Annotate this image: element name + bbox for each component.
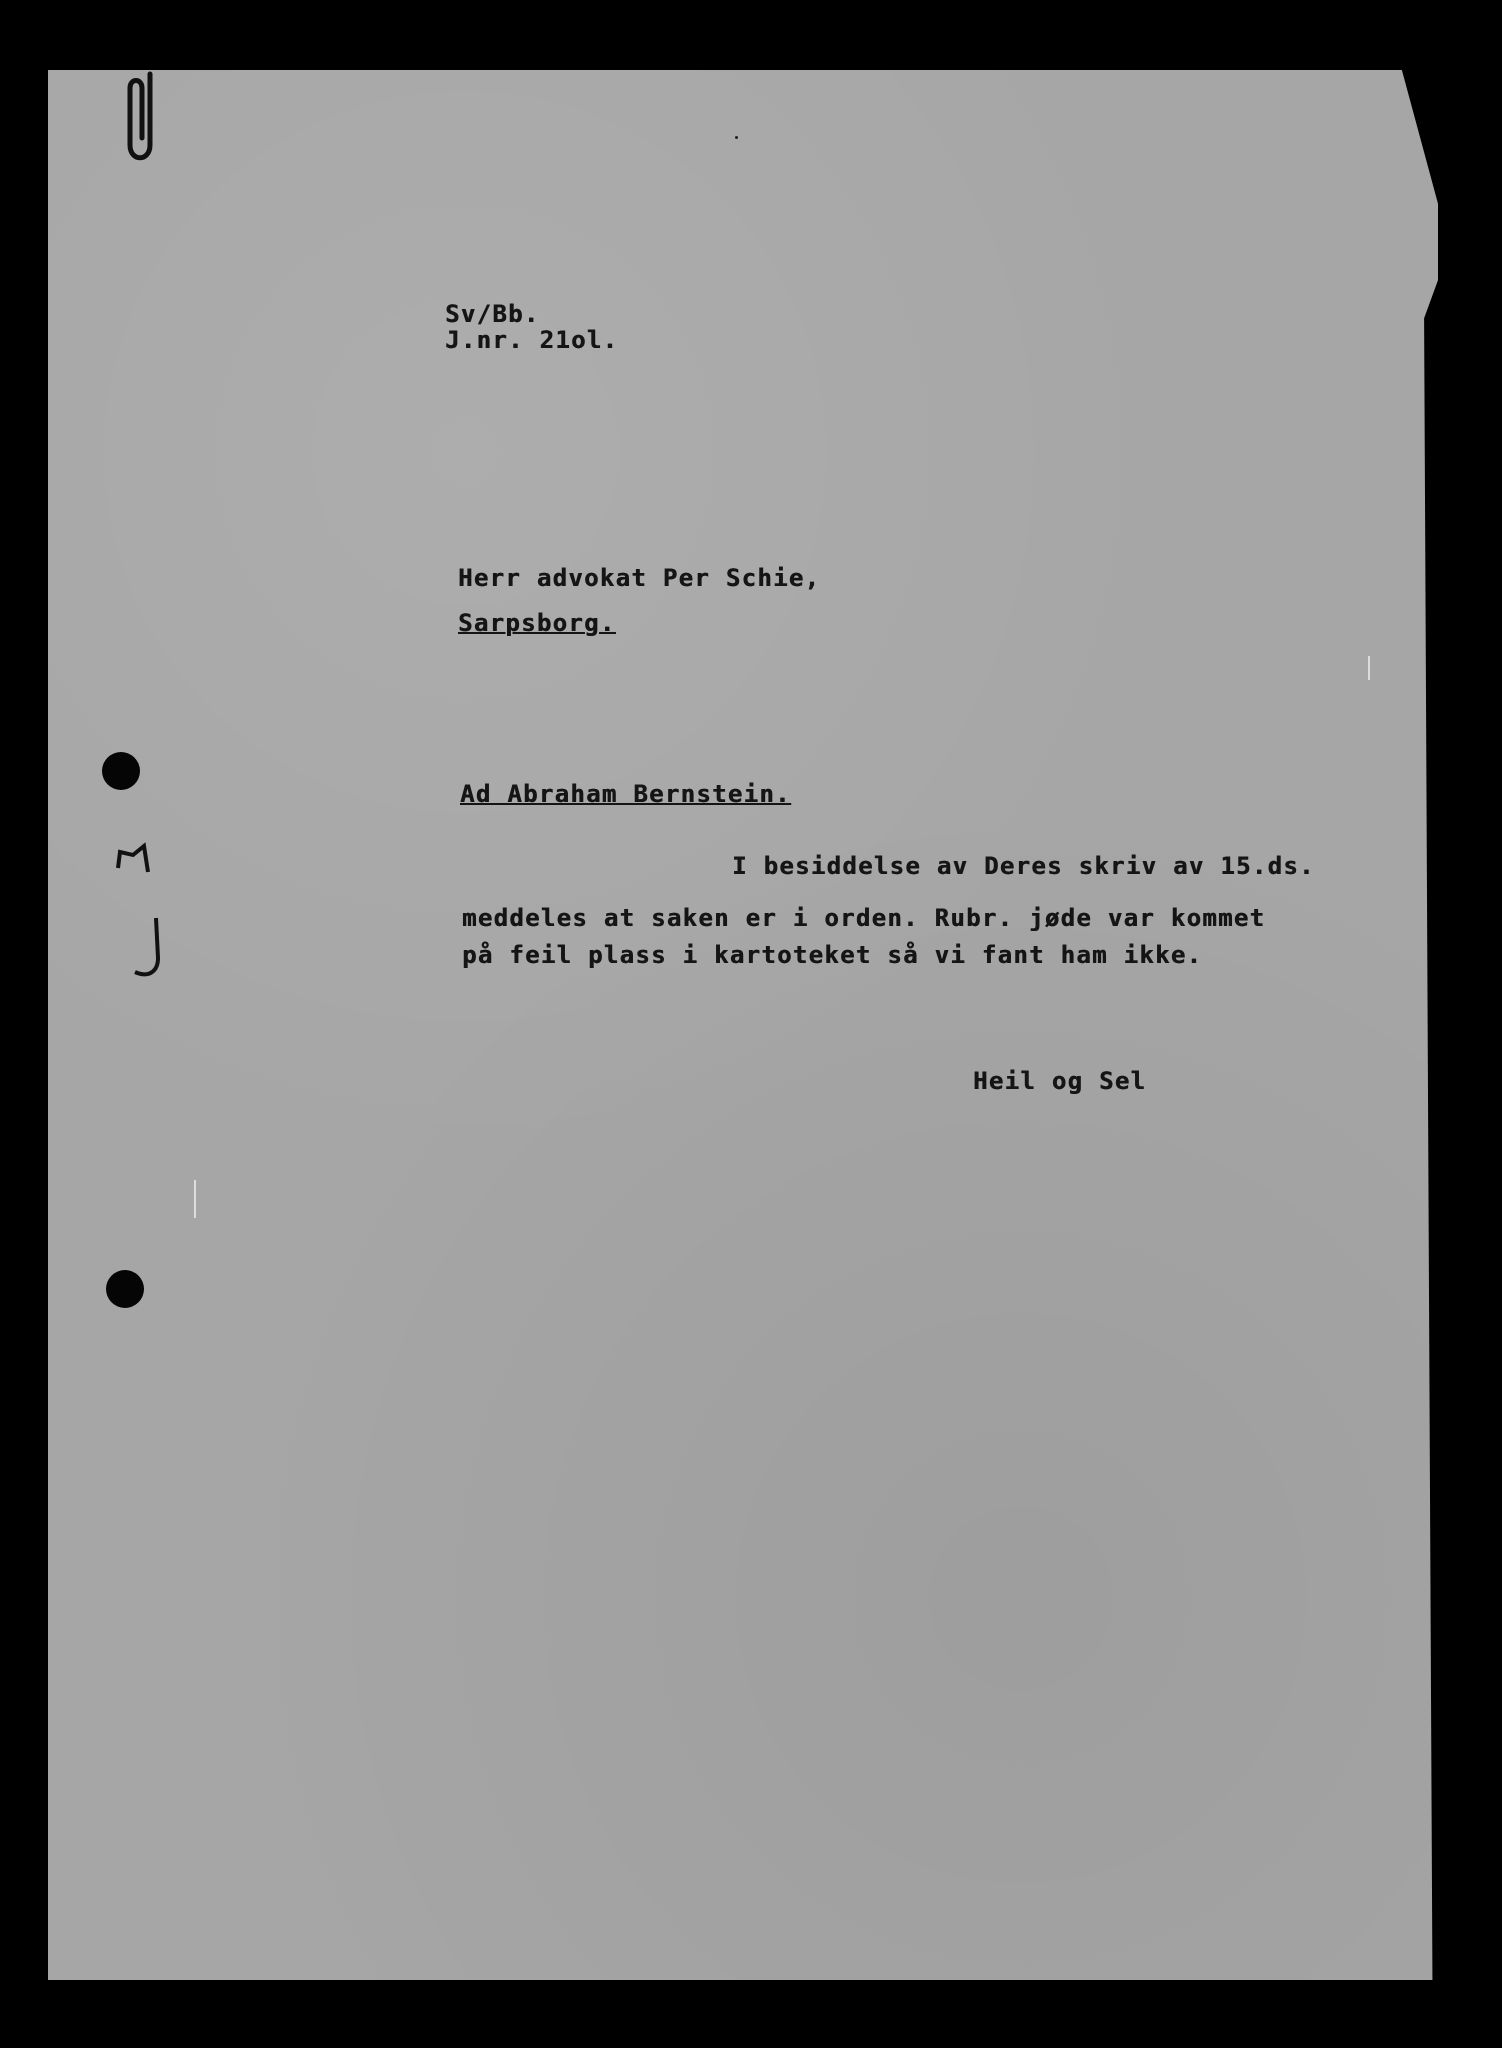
journal-number: J.nr. 21ol. (445, 326, 619, 354)
recipient-name: Herr advokat Per Schie, (458, 564, 821, 592)
paperclip-icon (122, 70, 164, 170)
punch-hole-top (102, 752, 140, 790)
body-line-1: I besiddelse av Deres skriv av 15.ds. (732, 852, 1315, 880)
body-line-3: på feil plass i kartoteket så vi fant ham ikke. (462, 941, 1203, 969)
body-line-2: meddeles at saken er i orden. Rubr. jøde var kommet (462, 904, 1266, 932)
letter-closing: Heil og Sel (973, 1067, 1147, 1095)
reference-initials: Sv/Bb. (445, 300, 540, 328)
recipient-city: Sarpsborg. (458, 609, 616, 637)
letter-page (48, 70, 1438, 1980)
letter-subject: Ad Abraham Bernstein. (460, 780, 791, 808)
paper-speck (1368, 656, 1370, 680)
bracket-mark (108, 840, 178, 990)
punch-hole-bottom (106, 1270, 144, 1308)
paper-speck (194, 1180, 196, 1218)
paper-speck (735, 136, 738, 139)
